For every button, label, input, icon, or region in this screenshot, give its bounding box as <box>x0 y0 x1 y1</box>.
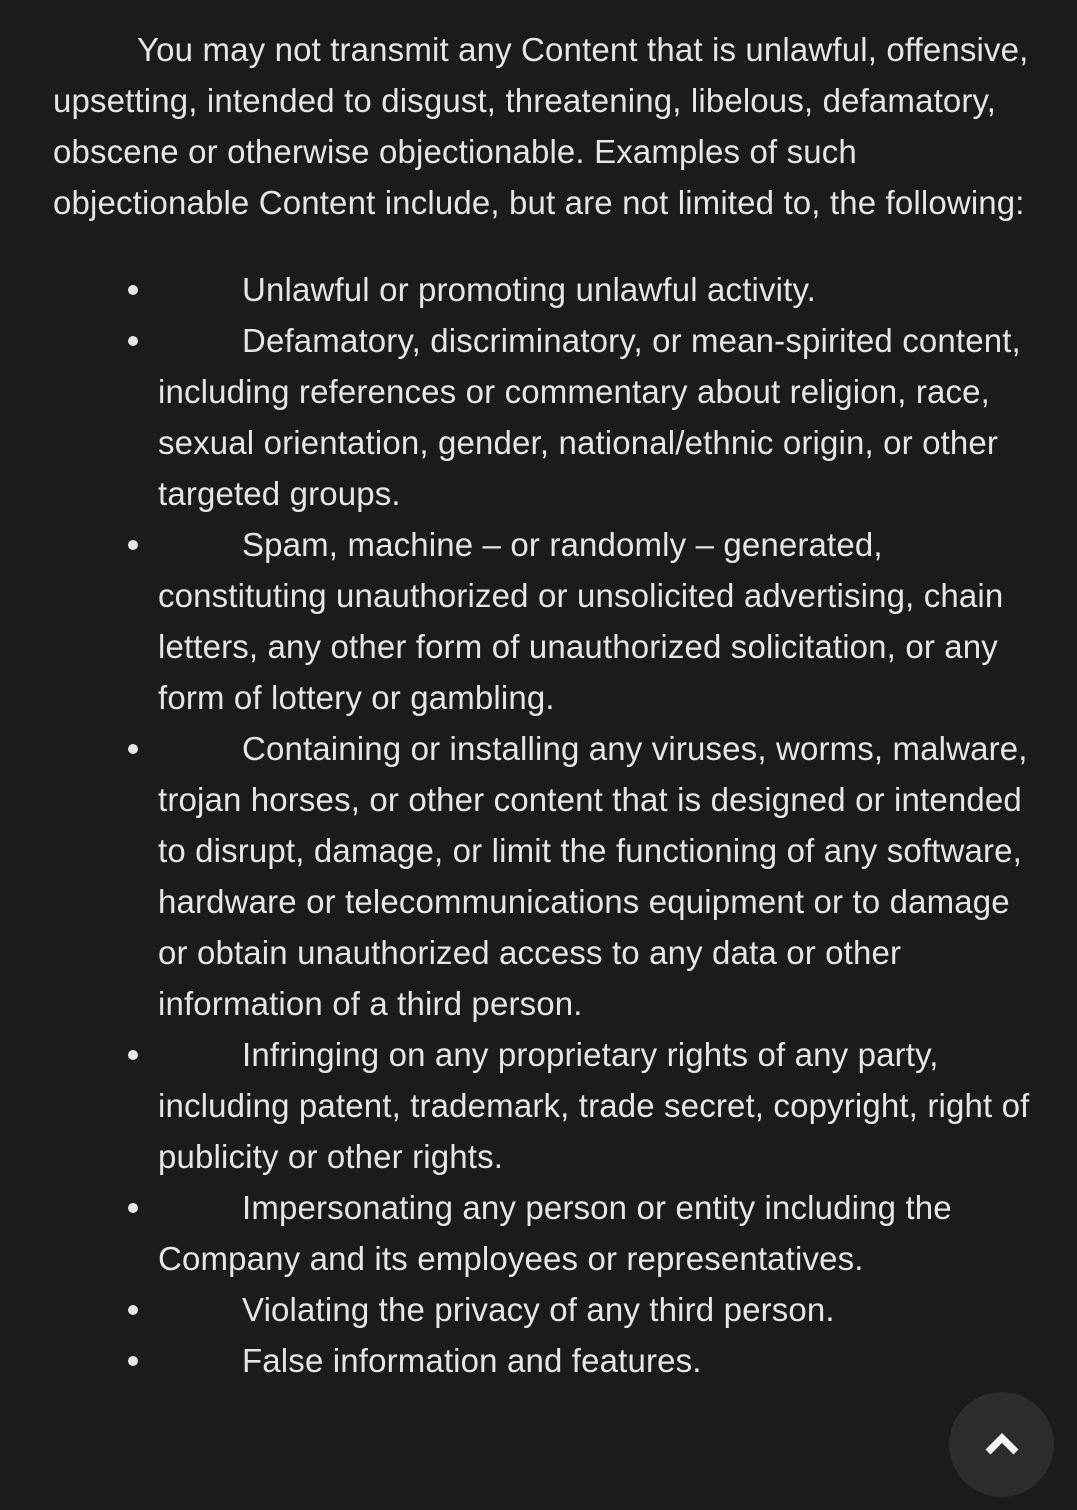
terms-content <box>53 24 1038 1386</box>
list-item <box>158 315 1038 519</box>
bullet-dot <box>128 1050 138 1060</box>
list-item <box>158 1029 1038 1182</box>
bullet-dot <box>128 1356 138 1366</box>
bullet-dot <box>128 540 138 550</box>
list-item-text: Violating the privacy of any third person. <box>242 1291 835 1328</box>
list-item <box>158 519 1038 723</box>
chevron-up-icon <box>982 1425 1022 1465</box>
list-item-text: Defamatory, discriminatory, or mean-spirited content, including references or commentary about religion, race, sexual orientation, gender, national/ethnic origin, or other targeted groups. <box>158 322 1021 512</box>
list-item <box>158 1182 1038 1284</box>
bullet-dot <box>128 285 138 295</box>
scroll-to-top-button[interactable] <box>949 1392 1054 1497</box>
list-item-text: Impersonating any person or entity including the Company and its employees or representatives. <box>158 1189 952 1277</box>
list-item <box>158 1335 1038 1386</box>
list-item <box>158 264 1038 315</box>
objectionable-content-list <box>53 264 1038 1386</box>
list-item <box>158 723 1038 1029</box>
list-item <box>158 1284 1038 1335</box>
bullet-dot <box>128 1305 138 1315</box>
bullet-dot <box>128 1203 138 1213</box>
list-item-text: Infringing on any proprietary rights of any party, including patent, trademark, trade secret, copyright, right of publicity or other rights. <box>158 1036 1030 1175</box>
intro-paragraph: You may not transmit any Content that is unlawful, offensive, upsetting, intended to disgust, threatening, libelous, defamatory, obscene or otherwise objectionable. Examples of such objectionable Content include, but are not limited to, the following: <box>53 31 1029 221</box>
bullet-dot <box>128 336 138 346</box>
bullet-dot <box>128 744 138 754</box>
list-item-text: Containing or installing any viruses, worms, malware, trojan horses, or other content that is designed or intended to disrupt, damage, or limit the functioning of any software, hardware or telecommunications equipment or to damage or obtain unauthorized access to any data or other information of a third person. <box>158 730 1028 1022</box>
list-item-text: False information and features. <box>242 1342 702 1379</box>
list-item-text: Unlawful or promoting unlawful activity. <box>242 271 816 308</box>
list-item-text: Spam, machine – or randomly – generated, constituting unauthorized or unsolicited advertising, chain letters, any other form of unauthorized solicitation, or any form of lottery or gambling. <box>158 526 1004 716</box>
